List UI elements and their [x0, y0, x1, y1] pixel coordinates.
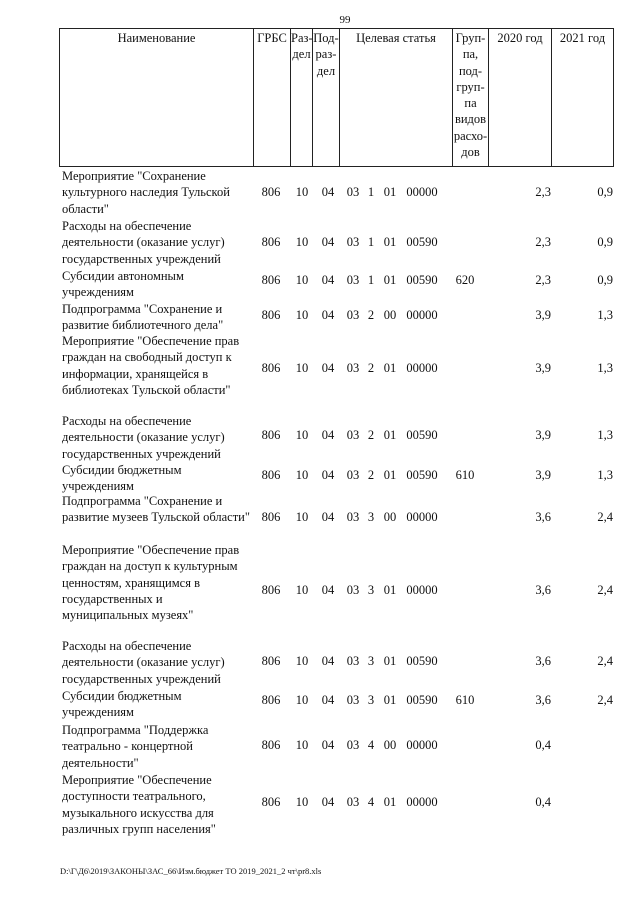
target-direction: 00000 [406, 510, 438, 524]
amount-2020: 3,6 [535, 693, 551, 707]
target-direction: 00000 [406, 795, 438, 809]
table-row [59, 462, 615, 494]
target-direction: 00590 [406, 693, 438, 707]
target-program: 03 [346, 468, 360, 482]
amount-2020: 2,3 [535, 185, 551, 199]
table-row [59, 333, 615, 399]
amount-2021: 0,9 [597, 235, 613, 249]
amount-2020: 3,6 [535, 583, 551, 597]
target-program: 03 [346, 361, 360, 375]
target-program: 03 [346, 654, 360, 668]
grbs: 806 [261, 795, 281, 809]
target-event: 01 [383, 583, 397, 597]
target-event: 01 [383, 428, 397, 442]
amount-2021: 2,4 [597, 510, 613, 524]
header-razdel: Раз- дел [291, 29, 313, 167]
target-subprogram: 3 [367, 510, 375, 524]
target-program: 03 [346, 428, 360, 442]
target-direction: 00590 [406, 428, 438, 442]
razdel: 10 [295, 428, 309, 442]
target-direction: 00590 [406, 235, 438, 249]
podrazdel: 04 [321, 361, 335, 375]
razdel: 10 [295, 308, 309, 322]
row-name: Субсидии бюджетным учреждениям [62, 463, 182, 494]
row-name: Расходы на обеспечение деятельности (оказание услуг) государственных учреждений [62, 219, 225, 266]
row-name: Субсидии автономным учреждениям [62, 269, 184, 300]
target-subprogram: 1 [367, 235, 375, 249]
amount-2020: 3,9 [535, 361, 551, 375]
target-event: 01 [383, 654, 397, 668]
table-row [59, 301, 615, 333]
target-program: 03 [346, 185, 360, 199]
razdel: 10 [295, 361, 309, 375]
podrazdel: 04 [321, 273, 335, 287]
podrazdel: 04 [321, 468, 335, 482]
amount-2021: 2,4 [597, 583, 613, 597]
target-subprogram: 1 [367, 185, 375, 199]
table-row [59, 722, 615, 771]
target-program: 03 [346, 308, 360, 322]
target-event: 01 [383, 185, 397, 199]
table-row [59, 268, 615, 300]
amount-2020: 2,3 [535, 273, 551, 287]
row-name: Субсидии бюджетным учреждениям [62, 689, 182, 720]
target-direction: 00000 [406, 308, 438, 322]
row-name: Подпрограмма "Поддержка театрально - концертной деятельности" [62, 723, 209, 770]
target-subprogram: 4 [367, 795, 375, 809]
target-subprogram: 1 [367, 273, 375, 287]
table-row [59, 772, 615, 838]
target-direction: 00000 [406, 361, 438, 375]
target-direction: 00000 [406, 185, 438, 199]
grbs: 806 [261, 693, 281, 707]
amount-2021: 1,3 [597, 308, 613, 322]
amount-2020: 3,6 [535, 654, 551, 668]
target-program: 03 [346, 273, 360, 287]
header-year-2021: 2021 год [552, 29, 614, 167]
row-name: Подпрограмма "Сохранение и развитие библиотечного дела" [62, 302, 224, 333]
razdel: 10 [295, 273, 309, 287]
razdel: 10 [295, 738, 309, 752]
target-subprogram: 4 [367, 738, 375, 752]
expense-group: 620 [455, 273, 475, 287]
table-header [59, 28, 614, 167]
amount-2020: 2,3 [535, 235, 551, 249]
amount-2020: 3,6 [535, 510, 551, 524]
podrazdel: 04 [321, 235, 335, 249]
podrazdel: 04 [321, 583, 335, 597]
expense-group: 610 [455, 468, 475, 482]
grbs: 806 [261, 583, 281, 597]
amount-2021: 2,4 [597, 693, 613, 707]
amount-2021: 0,9 [597, 273, 613, 287]
grbs: 806 [261, 738, 281, 752]
expense-group: 610 [455, 693, 475, 707]
target-subprogram: 2 [367, 308, 375, 322]
amount-2021: 0,9 [597, 185, 613, 199]
table-row [59, 638, 615, 687]
target-subprogram: 3 [367, 654, 375, 668]
razdel: 10 [295, 235, 309, 249]
grbs: 806 [261, 308, 281, 322]
podrazdel: 04 [321, 795, 335, 809]
table-row [59, 542, 615, 623]
grbs: 806 [261, 428, 281, 442]
row-name: Расходы на обеспечение деятельности (оказание услуг) государственных учреждений [62, 414, 225, 461]
podrazdel: 04 [321, 428, 335, 442]
target-program: 03 [346, 693, 360, 707]
table-row [59, 493, 615, 542]
target-direction: 00590 [406, 654, 438, 668]
grbs: 806 [261, 654, 281, 668]
grbs: 806 [261, 235, 281, 249]
table-row [59, 168, 615, 217]
row-name: Мероприятие "Сохранение культурного наследия Тульской области" [62, 169, 230, 216]
target-event: 01 [383, 235, 397, 249]
target-direction: 00000 [406, 738, 438, 752]
page-number: 99 [339, 14, 351, 26]
row-name: Подпрограмма "Сохранение и развитие музеев Тульской области" [62, 494, 250, 525]
target-event: 01 [383, 693, 397, 707]
file-path-footer: D:\Г\Д6\2019\ЗАКОНЫ\ЗАС_66\Изм.бюджет ТО 2019_2021_2 чт\pr8.xls [60, 866, 322, 876]
podrazdel: 04 [321, 693, 335, 707]
razdel: 10 [295, 795, 309, 809]
podrazdel: 04 [321, 308, 335, 322]
target-direction: 00000 [406, 583, 438, 597]
target-direction: 00590 [406, 468, 438, 482]
header-grbs: ГРБС [254, 29, 291, 167]
header-name: Наименование [60, 29, 254, 167]
amount-2020: 3,9 [535, 308, 551, 322]
target-subprogram: 2 [367, 428, 375, 442]
amount-2020: 3,9 [535, 428, 551, 442]
table-row [59, 688, 615, 720]
target-subprogram: 3 [367, 693, 375, 707]
podrazdel: 04 [321, 510, 335, 524]
grbs: 806 [261, 468, 281, 482]
table-row [59, 413, 615, 462]
target-event: 01 [383, 468, 397, 482]
row-name: Расходы на обеспечение деятельности (оказание услуг) государственных учреждений [62, 639, 225, 686]
razdel: 10 [295, 583, 309, 597]
target-direction: 00590 [406, 273, 438, 287]
target-subprogram: 2 [367, 468, 375, 482]
grbs: 806 [261, 361, 281, 375]
target-program: 03 [346, 583, 360, 597]
target-event: 00 [383, 510, 397, 524]
amount-2021: 2,4 [597, 654, 613, 668]
razdel: 10 [295, 510, 309, 524]
grbs: 806 [261, 273, 281, 287]
grbs: 806 [261, 185, 281, 199]
podrazdel: 04 [321, 654, 335, 668]
target-subprogram: 3 [367, 583, 375, 597]
header-group: Груп- па, под- груп- па видов расхо- дов [453, 29, 489, 167]
target-event: 01 [383, 361, 397, 375]
target-program: 03 [346, 795, 360, 809]
target-event: 00 [383, 738, 397, 752]
amount-2021: 1,3 [597, 468, 613, 482]
target-program: 03 [346, 235, 360, 249]
podrazdel: 04 [321, 185, 335, 199]
razdel: 10 [295, 185, 309, 199]
grbs: 806 [261, 510, 281, 524]
podrazdel: 04 [321, 738, 335, 752]
table-row [59, 218, 615, 267]
target-subprogram: 2 [367, 361, 375, 375]
amount-2021: 1,3 [597, 428, 613, 442]
header-podrazdel: Под- раз- дел [313, 29, 340, 167]
row-name: Мероприятие "Обеспечение прав граждан на свободный доступ к информации, хранящейся в библиотеках Тульской области" [62, 334, 240, 397]
amount-2020: 0,4 [535, 795, 551, 809]
amount-2020: 0,4 [535, 738, 551, 752]
razdel: 10 [295, 654, 309, 668]
razdel: 10 [295, 693, 309, 707]
target-event: 00 [383, 308, 397, 322]
header-year-2020: 2020 год [489, 29, 552, 167]
amount-2020: 3,9 [535, 468, 551, 482]
row-name: Мероприятие "Обеспечение доступности театрального, музыкального искусства для различных групп населения" [62, 773, 216, 836]
razdel: 10 [295, 468, 309, 482]
target-event: 01 [383, 795, 397, 809]
row-name: Мероприятие "Обеспечение прав граждан на доступ к культурным ценностям, хранящимся в государственных и муниципальных музеях" [62, 543, 240, 623]
amount-2021: 1,3 [597, 361, 613, 375]
target-program: 03 [346, 738, 360, 752]
target-event: 01 [383, 273, 397, 287]
target-program: 03 [346, 510, 360, 524]
header-target: Целевая статья [340, 29, 453, 167]
